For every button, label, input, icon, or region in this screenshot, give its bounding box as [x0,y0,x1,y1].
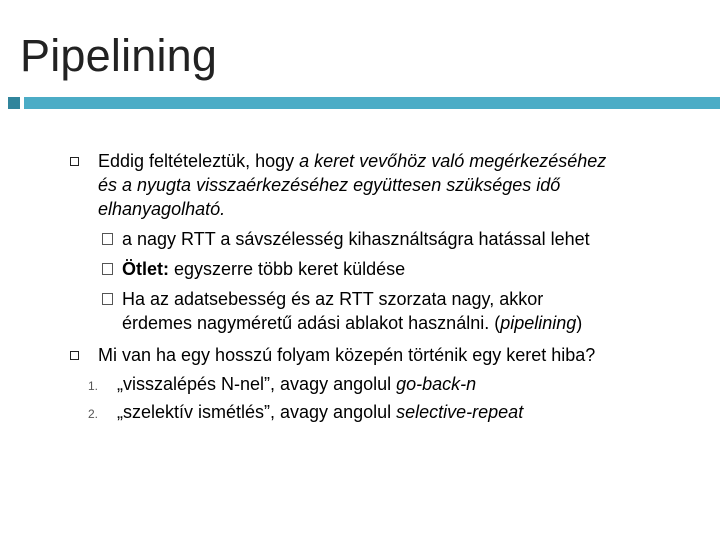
sub-bullet-3-line-1: Ha az adatsebesség és az RTT szorzata nagy, akkor [122,289,544,309]
numbered-1-number: 1. [88,379,99,393]
numbered-1 [117,373,476,395]
bullet-1-lead: Eddig feltételeztük, hogy [98,151,300,171]
sub-bullet-3-line-2-lead: érdemes nagyméretű adási ablakot használni. ( [122,313,501,333]
bullet-1-line-2 [98,174,560,196]
sub-bullet-3-line-2 [122,312,582,334]
bullet-square-icon [70,157,79,166]
bullet-1-line-3 [98,198,225,220]
numbered-2-number: 2. [88,407,99,421]
slide-title: Pipelining [20,30,218,81]
bullet-1-line-3-text: elhanyagolható. [98,199,226,219]
sub-bullet-square-icon [102,293,113,305]
numbered-1-lead: „visszalépés N-nel”, avagy angolul [117,374,397,394]
bullet-2: Mi van ha egy hosszú folyam közepén történik egy keret hiba? [98,345,596,365]
sub-bullet-1: a nagy RTT a sávszélesség kihasználtságra hatással lehet [122,229,590,249]
sub-bullet-2 [122,258,405,280]
sub-bullet-2-text: egyszerre több keret küldése [169,259,406,279]
bullet-1-line-2-text: és a nyugta visszaérkezéséhez együttesen szükséges idő [98,175,561,195]
sub-bullet-2-bold: Ötlet: [122,259,169,279]
sub-bullet-square-icon [102,233,113,245]
bullet-1-line-1 [98,150,606,172]
sub-bullet-square-icon [102,263,113,275]
numbered-2-italic: selective-repeat [396,402,524,422]
sub-bullet-3-line-2-tail: ) [576,313,583,333]
title-underline [0,97,720,109]
bullet-square-icon [70,351,79,360]
numbered-1-italic: go-back-n [396,374,477,394]
sub-bullet-3-line-2-italic: pipelining [500,313,577,333]
bullet-1-italic: a keret vevőhöz való megérkezéséhez [299,151,607,171]
numbered-2 [117,401,523,423]
numbered-2-lead: „szelektív ismétlés”, avagy angolul [117,402,397,422]
